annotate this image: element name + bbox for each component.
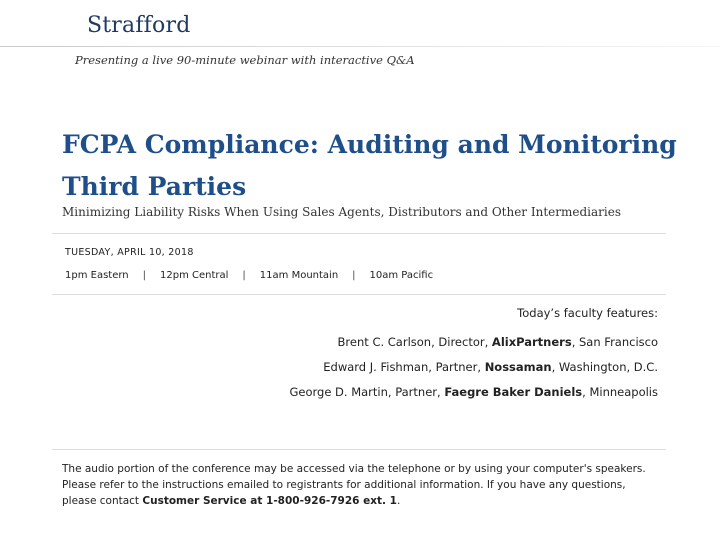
webinar-title	[62, 124, 682, 208]
title-line-2: Third Parties	[62, 172, 247, 201]
audio-text: The audio portion of the conference may be accessed via the telephone or by using your computer's speakers. Please refer to the instructions emailed to registrants for additional information. If you have any questions, please contact	[62, 463, 646, 507]
time-central: 12pm Central	[160, 270, 229, 281]
tagline: Presenting a live 90-minute webinar with interactive Q&A	[75, 53, 415, 67]
time-eastern: 1pm Eastern	[65, 270, 129, 281]
faculty-name-title: George D. Martin, Partner,	[289, 385, 445, 399]
time-separator: |	[242, 270, 246, 281]
audio-end: .	[396, 495, 401, 507]
faculty-name-title: Brent C. Carlson, Director,	[337, 335, 492, 349]
divider-top	[52, 233, 666, 234]
faculty-firm: AlixPartners	[491, 335, 572, 349]
divider-bottom	[52, 449, 666, 450]
time-separator: |	[352, 270, 356, 281]
faculty-firm: Nossaman	[484, 360, 552, 374]
webinar-date: TUESDAY, APRIL 10, 2018	[65, 247, 194, 258]
faculty-location: , San Francisco	[571, 335, 658, 349]
faculty-firm: Faegre Baker Daniels	[444, 385, 583, 399]
time-separator: |	[142, 270, 147, 281]
time-mountain: 11am Mountain	[259, 270, 339, 281]
header-divider	[0, 46, 720, 47]
title-line-1: FCPA Compliance: Auditing and Monitoring	[62, 130, 677, 159]
customer-service-contact: Customer Service at 1-800-926-7926 ext. 1	[142, 495, 397, 507]
divider-middle	[52, 294, 666, 295]
webinar-subtitle: Minimizing Liability Risks When Using Sales Agents, Distributors and Other Intermediaries	[62, 205, 621, 219]
faculty-member-martin	[289, 385, 658, 399]
faculty-member-carlson	[338, 335, 658, 349]
faculty-name-title: Edward J. Fishman, Partner,	[323, 360, 485, 374]
faculty-member-fishman	[323, 360, 658, 374]
time-pacific: 10am Pacific	[369, 270, 434, 281]
faculty-location: , Minneapolis	[582, 385, 658, 399]
audio-instructions	[62, 461, 662, 509]
strafford-logo: Strafford	[87, 13, 191, 38]
webinar-times	[65, 270, 433, 281]
faculty-location: , Washington, D.C.	[551, 360, 658, 374]
faculty-heading: Today’s faculty features:	[517, 306, 658, 320]
